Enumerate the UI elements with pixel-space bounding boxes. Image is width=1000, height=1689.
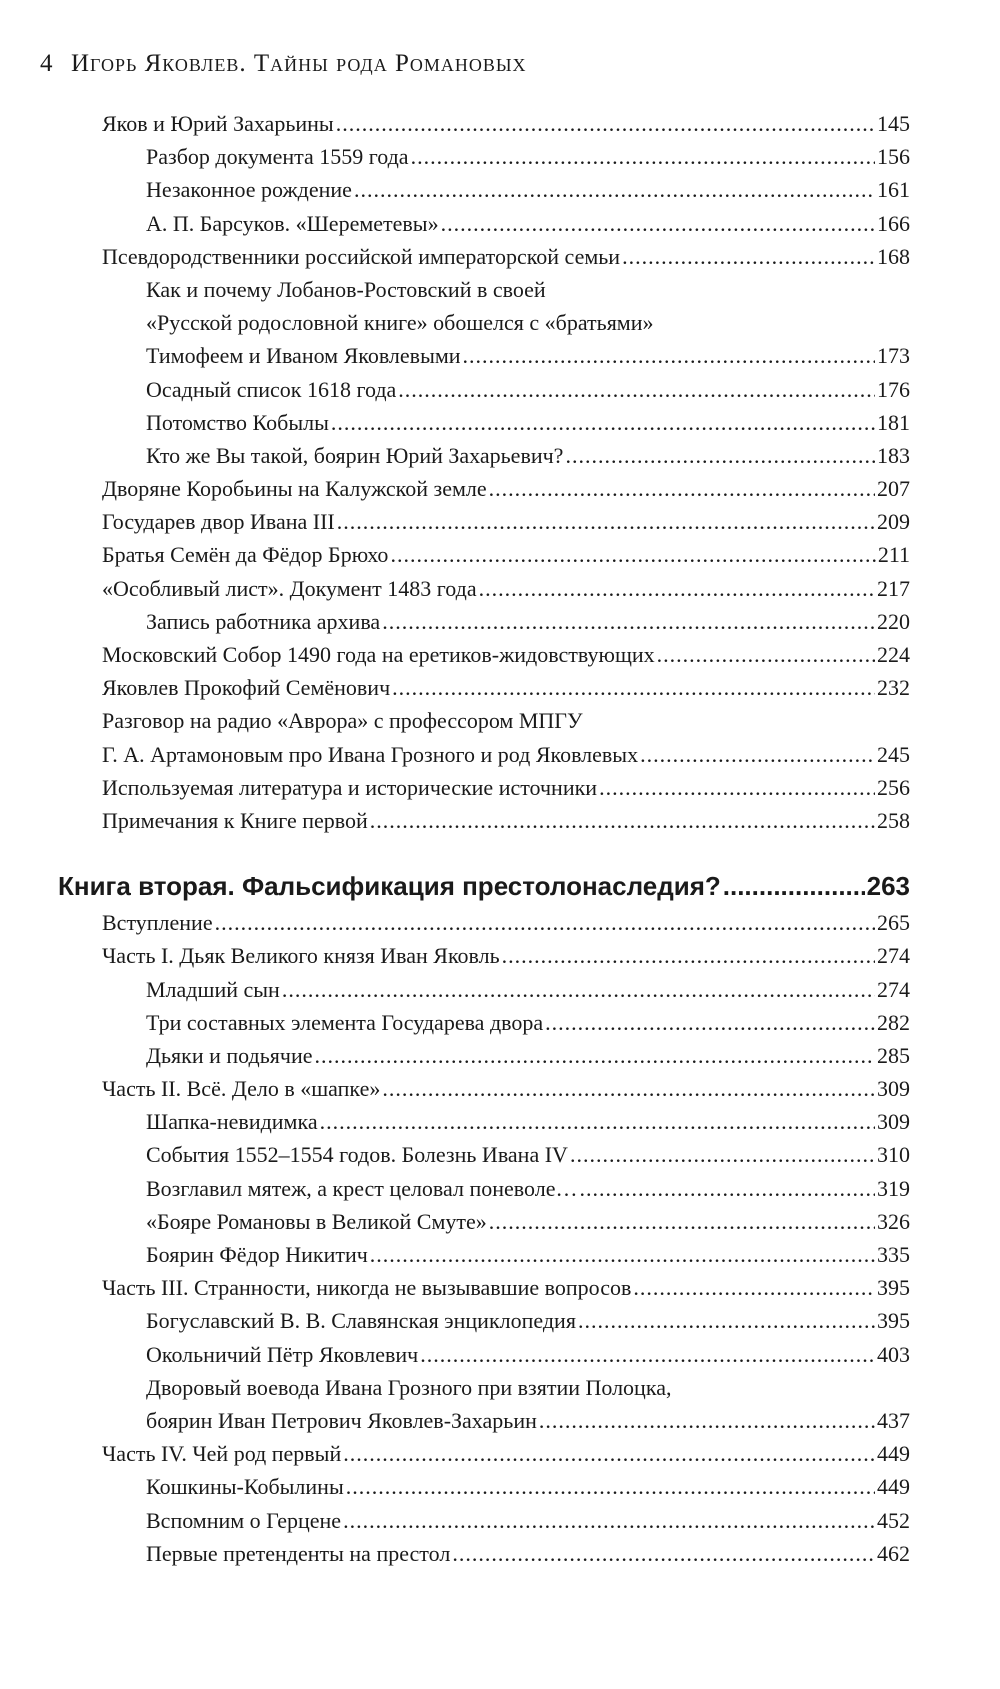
toc-entry-title: Кто же Вы такой, боярин Юрий Захарьевич? [146,442,564,468]
toc-entry[interactable] [102,538,910,571]
toc-entry[interactable] [146,373,910,406]
toc-book-title: Книга вторая. Фальсификация престолонаследия? [58,871,721,902]
running-title: Игорь Яковлев. Тайны рода Романовых [71,50,527,77]
toc-entry[interactable] [146,1205,910,1238]
toc-entry[interactable] [102,240,910,273]
toc-entry-title: Шапка-невидимка [146,1109,318,1135]
toc-entry-page: 274 [877,943,910,969]
toc-entry[interactable] [102,572,910,605]
toc-leader-dots [320,1105,875,1138]
toc-leader-dots [382,605,875,638]
toc-leader-dots [579,1172,875,1205]
toc-entry-title: Окольничий Пётр Яковлевич [146,1341,419,1367]
toc-leader-dots [723,866,865,906]
toc-entry-title: Три составных элемента Государева двора [146,1009,544,1035]
toc-entry[interactable] [102,738,910,771]
toc-leader-dots [489,1205,875,1238]
toc-entry-page: 274 [877,976,910,1002]
toc-entry[interactable] [102,638,910,671]
toc-leader-dots [599,771,875,804]
toc-entry-title: Вступление [102,910,213,936]
toc-entry[interactable] [146,406,910,439]
toc-entry[interactable] [146,306,910,339]
toc-book-heading[interactable] [58,866,910,906]
toc-leader-dots [331,406,875,439]
toc-leader-dots [346,1470,875,1503]
toc-entry-page: 176 [877,376,910,402]
toc-entry-page: 452 [877,1507,910,1533]
toc-entry[interactable] [102,939,910,972]
toc-entry-title: Часть III. Странности, никогда не вызывавшие вопросов [102,1275,632,1301]
toc-leader-dots [622,240,875,273]
toc-leader-dots [382,1072,875,1105]
toc-entry-title: Первые претенденты на престол [146,1540,451,1566]
toc-entry[interactable] [146,339,910,372]
toc-leader-dots [545,1006,875,1039]
toc-entry-page: 258 [877,807,910,833]
toc-entry-title: События 1552–1554 годов. Болезнь Ивана IV [146,1142,568,1168]
toc-leader-dots [337,505,875,538]
page-number: 4 [40,50,53,77]
toc-entry[interactable] [102,671,910,704]
toc-entry[interactable] [146,605,910,638]
toc-entry[interactable] [146,1338,910,1371]
toc-entry[interactable] [146,1105,910,1138]
toc-entry-title: Часть I. Дьяк Великого князя Иван Яковль [102,943,500,969]
toc-leader-dots [314,1039,875,1072]
toc-leader-dots [441,207,875,240]
toc-entry[interactable] [102,505,910,538]
toc-entry[interactable] [146,1039,910,1072]
toc-entry[interactable] [146,1537,910,1570]
toc-entry-page: 282 [877,1009,910,1035]
toc-leader-dots [570,1138,875,1171]
toc-entry[interactable] [146,1371,910,1404]
toc-entry-title: Псевдородственники российской императорской семьи [102,243,621,269]
toc-leader-dots [539,1404,875,1437]
toc-entry-page: 319 [877,1175,910,1201]
toc-entry-page: 220 [877,608,910,634]
toc-leader-dots [390,538,875,571]
toc-entry-page: 285 [877,1042,910,1068]
toc-entry-title: Часть IV. Чей род первый [102,1441,342,1467]
toc-entry-title: Вспомним о Герцене [146,1507,342,1533]
table-of-contents [0,107,1000,1570]
toc-entry-title: Тимофеем и Иваном Яковлевыми [146,343,461,369]
toc-entry-title: Используемая литература и исторические источники [102,774,598,800]
toc-entry-page: 309 [877,1109,910,1135]
toc-entry-title: Разбор документа 1559 года [146,144,409,170]
toc-entry-page: 449 [877,1441,910,1467]
toc-entry-page: 211 [877,542,910,568]
toc-entry-title: Младший сын [146,976,280,1002]
toc-entry-page: 309 [877,1076,910,1102]
toc-entry-page: 181 [877,409,910,435]
toc-entry[interactable] [146,273,910,306]
toc-leader-dots [565,439,875,472]
toc-entry-title: Примечания к Книге первой [102,807,368,833]
toc-entry-page: 173 [877,343,910,369]
toc-leader-dots [336,107,875,140]
toc-entry[interactable] [102,1072,910,1105]
toc-leader-dots [463,339,875,372]
toc-entry-page: 209 [877,509,910,535]
toc-leader-dots [392,671,875,704]
toc-entry[interactable] [146,1304,910,1337]
toc-leader-dots [633,1271,875,1304]
running-header [40,50,527,78]
toc-entry-page: 462 [877,1540,910,1566]
toc-entry-title: Дьяки и подьячие [146,1042,313,1068]
toc-entry-page: 395 [877,1308,910,1334]
toc-leader-dots [370,1238,875,1271]
toc-entry-title: «Бояре Романовы в Великой Смуте» [146,1208,487,1234]
toc-entry-page: 161 [877,177,910,203]
toc-leader-dots [489,472,875,505]
toc-entry[interactable] [102,1271,910,1304]
toc-section-book2 [0,906,1000,1570]
toc-entry-title: Яков и Юрий Захарьины [102,111,334,136]
toc-entry[interactable] [146,207,910,240]
toc-leader-dots [343,1437,875,1470]
toc-entry-page: 232 [877,675,910,701]
toc-entry-page: 183 [877,442,910,468]
toc-leader-dots [640,738,875,771]
toc-entry-page: 265 [877,910,910,936]
toc-entry[interactable] [102,804,910,837]
toc-entry-title: Братья Семён да Фёдор Брюхо [102,542,389,568]
toc-entry-page: 217 [877,575,910,601]
toc-leader-dots [215,906,875,939]
toc-leader-dots [502,939,875,972]
toc-leader-dots [354,173,875,206]
toc-entry-title: Запись работника архива [146,608,381,634]
toc-entry-page: 168 [877,243,910,269]
toc-entry-page: 449 [877,1474,910,1500]
toc-entry-page: 437 [877,1407,910,1433]
toc-entry-page: 310 [877,1142,910,1168]
toc-leader-dots [479,572,875,605]
toc-entry-title: Московский Собор 1490 года на еретиков-жидовствующих [102,642,655,667]
toc-entry[interactable] [146,1238,910,1271]
toc-entry-page: 326 [877,1208,910,1234]
toc-leader-dots [420,1338,875,1371]
toc-entry-page: 245 [877,741,910,767]
toc-entry[interactable] [146,973,910,1006]
toc-leader-dots [578,1304,875,1337]
toc-entry-title: Государев двор Ивана III [102,509,335,535]
toc-leader-dots [452,1537,875,1570]
toc-entry[interactable] [146,140,910,173]
toc-entry-title: А. П. Барсуков. «Шереметевы» [146,210,439,236]
toc-entry[interactable] [102,906,910,939]
toc-entry[interactable] [102,1437,910,1470]
toc-entry-title: Дворовый воевода Ивана Грозного при взятии Полоцка, [146,1374,672,1400]
toc-leader-dots [411,140,875,173]
toc-leader-dots [282,973,875,1006]
toc-entry-title: Незаконное рождение [146,177,352,203]
toc-entry[interactable] [146,1006,910,1039]
toc-leader-dots [398,373,875,406]
toc-entry[interactable] [146,1138,910,1171]
toc-entry-title: Г. А. Артамоновым про Ивана Грозного и род Яковлевых [102,741,639,767]
toc-entry-title: Часть II. Всё. Дело в «шапке» [102,1076,381,1102]
toc-entry-page: 145 [877,111,910,136]
toc-entry-page: 395 [877,1275,910,1301]
toc-section-book1 [0,107,1000,837]
toc-entry[interactable] [146,1404,910,1437]
toc-entry[interactable] [102,107,910,140]
toc-entry[interactable] [146,173,910,206]
toc-entry[interactable] [102,704,910,737]
toc-entry-title: «Особливый лист». Документ 1483 года [102,575,477,601]
toc-entry-page: 156 [877,144,910,170]
toc-entry-page: 335 [877,1242,910,1267]
toc-entry-page: 256 [877,774,910,800]
toc-entry-page: 403 [877,1341,910,1367]
toc-entry[interactable] [102,472,910,505]
toc-entry-title: Потомство Кобылы [146,409,329,435]
toc-entry-page: 166 [877,210,910,236]
toc-entry-title: Яковлев Прокофий Семёнович [102,675,391,701]
toc-entry-page: 224 [877,642,910,667]
toc-entry[interactable] [146,1470,910,1503]
toc-book-page: 263 [866,871,910,902]
toc-leader-dots [370,804,875,837]
toc-entry-title: Возглавил мятеж, а крест целовал поневоле… [146,1175,578,1201]
toc-leader-dots [343,1504,875,1537]
toc-entry-title: Кошкины-Кобылины [146,1474,344,1500]
toc-entry-title: Богуславский В. В. Славянская энциклопедия [146,1308,576,1334]
toc-entry-title: боярин Иван Петрович Яковлев-Захарьин [146,1407,537,1433]
toc-leader-dots [657,638,875,671]
toc-entry[interactable] [146,1172,910,1205]
toc-entry-title: Дворяне Коробьины на Калужской земле [102,476,487,502]
toc-entry[interactable] [102,771,910,804]
toc-entry[interactable] [146,1504,910,1537]
toc-entry-title: Осадный список 1618 года [146,376,397,402]
toc-entry-title: Боярин Фёдор Никитич [146,1242,368,1267]
toc-entry-title: Как и почему Лобанов-Ростовский в своей [146,276,546,302]
toc-entry-page: 207 [877,476,910,502]
toc-entry[interactable] [146,439,910,472]
toc-entry-title: Разговор на радио «Аврора» с профессором МПГУ [102,708,583,734]
toc-entry-title: «Русской родословной книге» обошелся с «братьями» [146,310,654,336]
